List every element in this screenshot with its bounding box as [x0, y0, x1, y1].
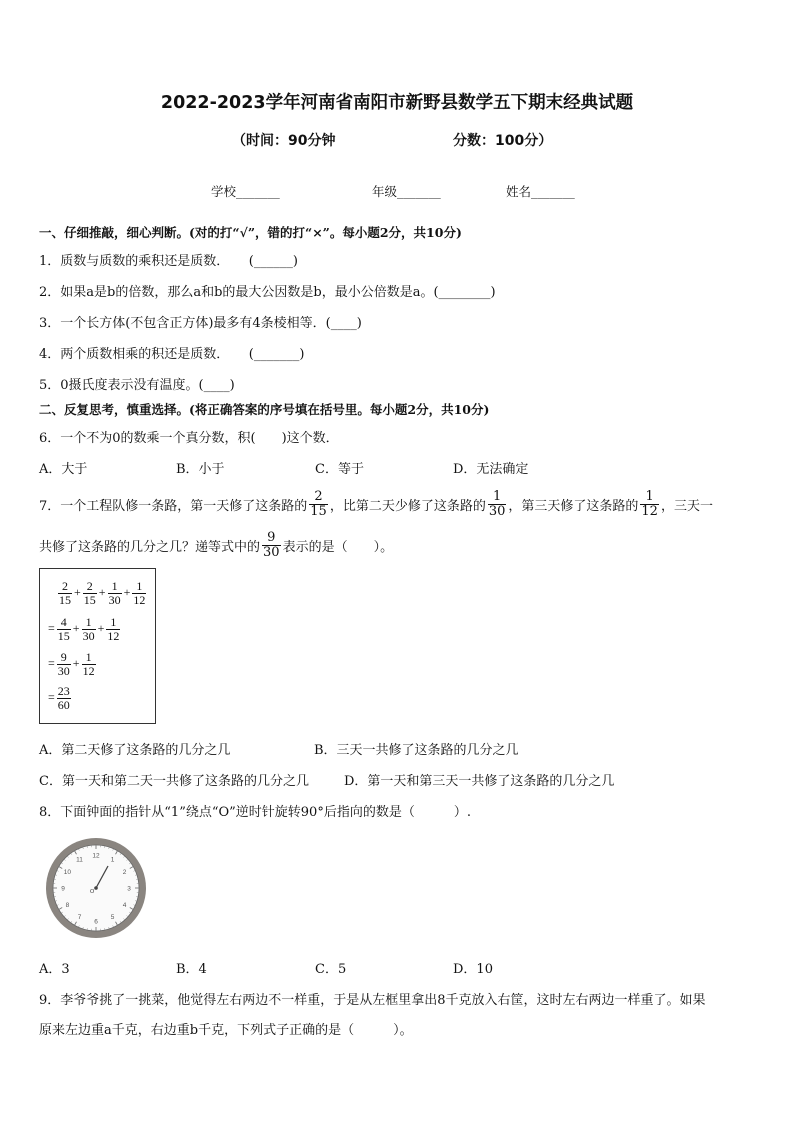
clock-number: 3 — [127, 885, 131, 893]
question-5: 5．0摄氏度表示没有温度。(____) — [39, 378, 235, 393]
exam-score: 分数：100分） — [453, 133, 553, 149]
q7-option-d[interactable]: D．第一天和第三天一共修了这条路的几分之几 — [344, 774, 615, 789]
q7-option-a[interactable]: A．第二天修了这条路的几分之几 — [39, 743, 231, 758]
clock-number: 6 — [94, 918, 98, 926]
name-field[interactable]: 姓名_______ — [506, 184, 575, 199]
question-7-line-1: 7．一个工程队修一条路，第一天修了这条路的 $\frac{2}{15}$ ，比第二天少修了这条路的 $\frac{1}{30}$ ，第三天修了这条路的 $\frac{1}{12}$ ，三天一 — [39, 488, 713, 519]
section-2-heading: 二、反复思考，慎重选择。(将正确答案的序号填在括号里。每小题2分，共10分) — [39, 402, 490, 417]
clock-number: 10 — [63, 868, 72, 876]
clock-number: 12 — [92, 852, 100, 860]
clock-number: 11 — [76, 856, 83, 864]
question-3: 3．一个长方体(不包含正方体)最多有4条棱相等．(____) — [39, 316, 362, 331]
question-7-line-2: 共修了这条路的几分之几？递等式中的 $\frac{9}{30}$ 表示的是（ ）。 — [39, 529, 394, 560]
q7-option-c[interactable]: C．第一天和第二天一共修了这条路的几分之几 — [39, 774, 309, 789]
question-4: 4．两个质数相乘的积还是质数． (_______) — [39, 347, 305, 362]
question-1: 1．质数与质数的乘积还是质数． (______) — [39, 254, 298, 269]
clock-number: 1 — [110, 856, 115, 864]
question-2: 2．如果a是b的倍数，那么a和b的最大公因数是b，最小公倍数是a。(________) — [39, 285, 496, 300]
question-8: 8．下面钟面的指针从“1”绕点“O”逆时针旋转90°后指向的数是（ ）. — [39, 805, 471, 820]
clock-face — [40, 833, 152, 943]
school-field[interactable]: 学校_______ — [211, 184, 280, 199]
section-1-heading: 一、仔细推敲，细心判断。(对的打“√”，错的打“×”。每小题2分，共10分) — [39, 225, 462, 240]
q6-option-a[interactable]: A．大于 — [39, 462, 88, 477]
clock-number: 5 — [110, 913, 115, 921]
clock-number: 4 — [122, 901, 127, 909]
q8-option-d[interactable]: D．10 — [453, 962, 493, 977]
clock-center — [94, 886, 98, 890]
q6-option-d[interactable]: D．无法确定 — [453, 462, 529, 477]
q8-option-c[interactable]: C．5 — [315, 962, 347, 977]
grade-field[interactable]: 年级_______ — [372, 184, 441, 199]
clock-number: 8 — [65, 901, 70, 909]
question-9-line-1: 9．李爷爷挑了一挑菜，他觉得左右两边不一样重，于是从左框里拿出8千克放入右筐，这时左右两边一样重了。如果 — [39, 993, 706, 1008]
clock-center-label: O — [90, 889, 95, 895]
calc-row-3: = $\frac{9}{30}$ + $\frac{1}{12}$ — [48, 650, 95, 678]
calc-row-1: $\frac{2}{15}$ + $\frac{2}{15}$ + $\frac{1}{30}$ + $\frac{1}{12}$ — [59, 579, 146, 607]
exam-time: （时间：90分钟 — [232, 133, 336, 149]
q8-option-a[interactable]: A．3 — [39, 962, 70, 977]
clock-number: 7 — [77, 913, 82, 921]
q6-option-b[interactable]: B．小于 — [176, 462, 225, 477]
q8-option-b[interactable]: B．4 — [176, 962, 207, 977]
question-9-line-2: 原来左边重a千克，右边重b千克，下列式子正确的是（ ）。 — [39, 1023, 413, 1038]
calc-row-2: = $\frac{4}{15}$ + $\frac{1}{30}$ + $\frac{1}{12}$ — [48, 615, 120, 643]
q7-option-b[interactable]: B．三天一共修了这条路的几分之几 — [314, 743, 519, 758]
clock-number: 2 — [122, 868, 127, 876]
exam-title: 2022-2023学年河南省南阳市新野县数学五下期末经典试题 — [160, 93, 634, 113]
question-6: 6．一个不为0的数乘一个真分数，积( )这个数． — [39, 431, 339, 446]
q6-option-c[interactable]: C．等于 — [315, 462, 364, 477]
clock-number: 9 — [61, 885, 65, 893]
calc-row-4: = $\frac{23}{60}$ — [48, 684, 70, 712]
